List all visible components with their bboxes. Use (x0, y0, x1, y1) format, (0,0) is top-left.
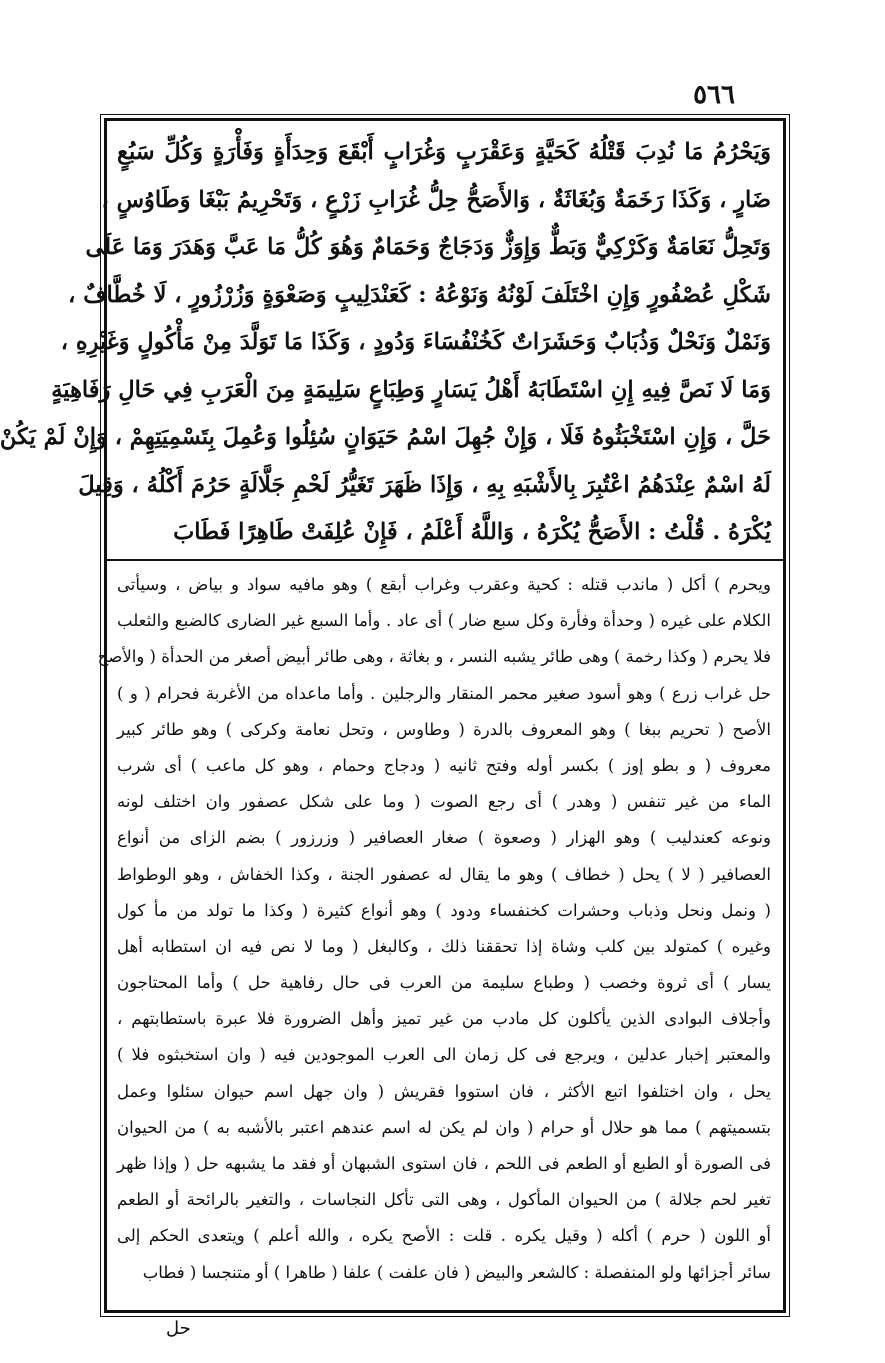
sharh-line: وأجلاف البوادى الذين يأكلون كل مادب من غير تميز وأهل الضرورة فلا عبرة باستطابتهم ، (117, 1009, 771, 1029)
matn-line: شَكْلِ عُصْفُورٍ وَإِنِ اخْتَلَفَ لَوْنُهُ وَنَوْعُهُ : كَعَنْدَلِيبٍ وَصَعْوَةٍ وَزُرْزُورٍ ، لَا خُطَّافٌ ، (68, 281, 771, 308)
matn-line: وَتَحِلُّ نَعَامَةٌ وَكَرْكِيٌّ وَبَطٌّ وَإِوَزٌّ وَدَجَاجٌ وَحَمَامٌ وَهُوَ كُلُّ مَا عَبَّ وَهَدَرَ وَمَا عَلَى (85, 234, 771, 260)
sharh-line: أو اللون ( حرم ) أكله ( وقيل يكره . قلت : الأصح يكره ، والله أعلم ) ويتعدى الحكم إلى (117, 1226, 771, 1246)
sharh-line: سائر أجزائها ولو المنفصلة : كالشعر والبيض ( فان علفت ) علفا ( طاهرا ) أو متنجسا ( فطاب (142, 1262, 771, 1282)
matn-line: لَهُ اسْمٌ عِنْدَهُمُ اعْتُبِرَ بِالأَشْبَهِ بِهِ ، وَإِذَا ظَهَرَ تَغَيُّرُ لَحْمِ جَلَّالَةٍ حَرُمَ أَكْلُهُ ، وَقِيلَ (78, 471, 771, 498)
sharh-block (97, 567, 771, 1304)
separator-rule (107, 559, 783, 561)
sharh-line: العصافير ( لا ) يحل ( خطاف ) وهو ما يقال له عصفور الجنة ، وكذا الخفاش ، وهو الوطواط (117, 864, 771, 884)
sharh-line: حل غراب زرع ) وهو أسود صغير محمر المنقار والرجلين . وأما ماعداه من الأغربة فحرام ( و ) (117, 683, 771, 703)
sharh-line: الماء من غير تنفس ( وهدر ) أى رجع الصوت ( وما على شكل عصفور وان اختلف لونه (117, 792, 771, 812)
text-frame (0, 118, 786, 1313)
matn-line: وَيَحْرُمُ مَا نُدِبَ قَتْلُهُ كَحَيَّةٍ وَعَقْرَبٍ وَغُرَابٍ أَبْقَعَ وَحِدَأَةٍ وَفَأْرَةٍ وَكُلِّ سَبُعٍ (117, 139, 771, 165)
sharh-line: فى الصورة أو الطبع أو الطعم فى اللحم ، فان استوى الشبهان أو فقد ما يشبهه حل ( وإذا ظهر (117, 1154, 771, 1173)
matn-line: وَمَا لَا نَصَّ فِيهِ إِنِ اسْتَطَابَهُ أَهْلُ يَسَارٍ وَطِبَاعٍ سَلِيمَةٍ مِنَ الْعَرَبِ فِي حَالِ رَفَاهِيَةٍ (51, 376, 771, 403)
sharh-line: يحل ، وان اختلفوا اتبع الأكثر ، فان استووا فقريش ( وان جهل اسم حيوان سئلوا وعمل (117, 1081, 771, 1101)
matn-line: يُكْرَهُ . قُلْتُ : الأَصَحُّ يُكْرَهُ ، وَاللَّهُ أَعْلَمُ ، فَإِنْ عُلِفَتْ طَاهِرًا فَطَابَ (173, 519, 771, 545)
matn-line: ضَارٍ ، وَكَذَا رَخَمَةٌ وَبُغَاثَةٌ ، وَالأَصَحُّ حِلُّ غُرَابِ زَرْعٍ ، وَتَحْرِيمُ بَبْغَا وَطَاوُسٍ ، (101, 186, 771, 213)
sharh-line: تغير لحم جلالة ) من الحيوان المأكول ، وهى التى تأكل النجاسات ، والتغير بالرائحة أو الطعم (117, 1190, 771, 1210)
sharh-line: والمعتبر إخبار عدلين ، ويرجع فى كل زمان الى العرب الموجودين فيه ( وان استخبثوه فلا ) (117, 1045, 771, 1065)
matn-line: وَنَمْلٌ وَنَحْلٌ وَذُبَابٌ وَحَشَرَاتٌ كَخُنْفُسَاءَ وَدُودٍ ، وَكَذَا مَا تَوَلَّدَ مِنْ مَأْكُولٍ وَغَيْرِهِ ، (60, 329, 771, 355)
matn-line: حَلَّ ، وَإِنِ اسْتَخْبَثُوهُ فَلَا ، وَإِنْ جُهِلَ اسْمُ حَيَوَانٍ سُئِلُوا وَعُمِلَ بِتَسْمِيَتِهِمْ ، وَإِنْ لَمْ يَكُنْ (0, 424, 771, 450)
sharh-line: معروف ( و بطو إوز ) بكسر أوله وفتح ثانيه ( ودجاج وحمام ، وهو كل ماعب ) أى شرب (117, 755, 771, 775)
sharh-line: الأصح ( تحريم ببغا ) وهو المعروف بالدرة ( وطاوس ، وتحل نعامة وكركى ) وهو طائر كبير (117, 719, 771, 739)
page-number: ٥٦٦ (693, 80, 735, 110)
catchword: حل (166, 1318, 191, 1339)
sharh-line: ونوعه كعندليب ) وهو الهزار ( وصعوة ) صغار العصافير ( وزرزور ) بضم الزاى من أنواع (117, 828, 771, 848)
sharh-line: بتسميتهم ) مما هو حلال أو حرام ( وان لم يكن له اسم عندهم اعتبر بالأشبه به ) من الحيوان (117, 1117, 771, 1137)
sharh-line: ويحرم ) أكل ( ماندب قتله : كحية وعقرب وغراب أبقع ) وهو مافيه سواد و بياض ، وسيأتى (117, 575, 771, 594)
sharh-line: ( ونمل ونحل وذباب وحشرات كخنفساء ودود ) وهو أنواع كثيرة ( وكذا ما تولد من مأ كول (117, 900, 771, 920)
matn-block (0, 129, 771, 557)
sharh-line: وغيره ) كمتولد بين كلب وشاة إذا تحققنا ذلك ، وكالبغل ( وما لا نص فيه ان استطابه أهل (117, 936, 771, 956)
sharh-line: يسار ) أى ثروة وخصب ( وطباع سليمة من العرب فى حال رفاهية حل ) وأما المحتاجون (117, 973, 771, 993)
sharh-line: فلا يحرم ( وكذا رخمة ) وهى طائر يشبه النسر ، و بغاثة ، وهى طائر أبيض أصغر من الحدأة ( والأصح (97, 647, 771, 667)
sharh-line: الكلام على غيره ( وحدأة وفأرة وكل سبع ضار ) أى عاد . وأما السبع غير الضارى كالضبع والثعلب (117, 611, 771, 631)
